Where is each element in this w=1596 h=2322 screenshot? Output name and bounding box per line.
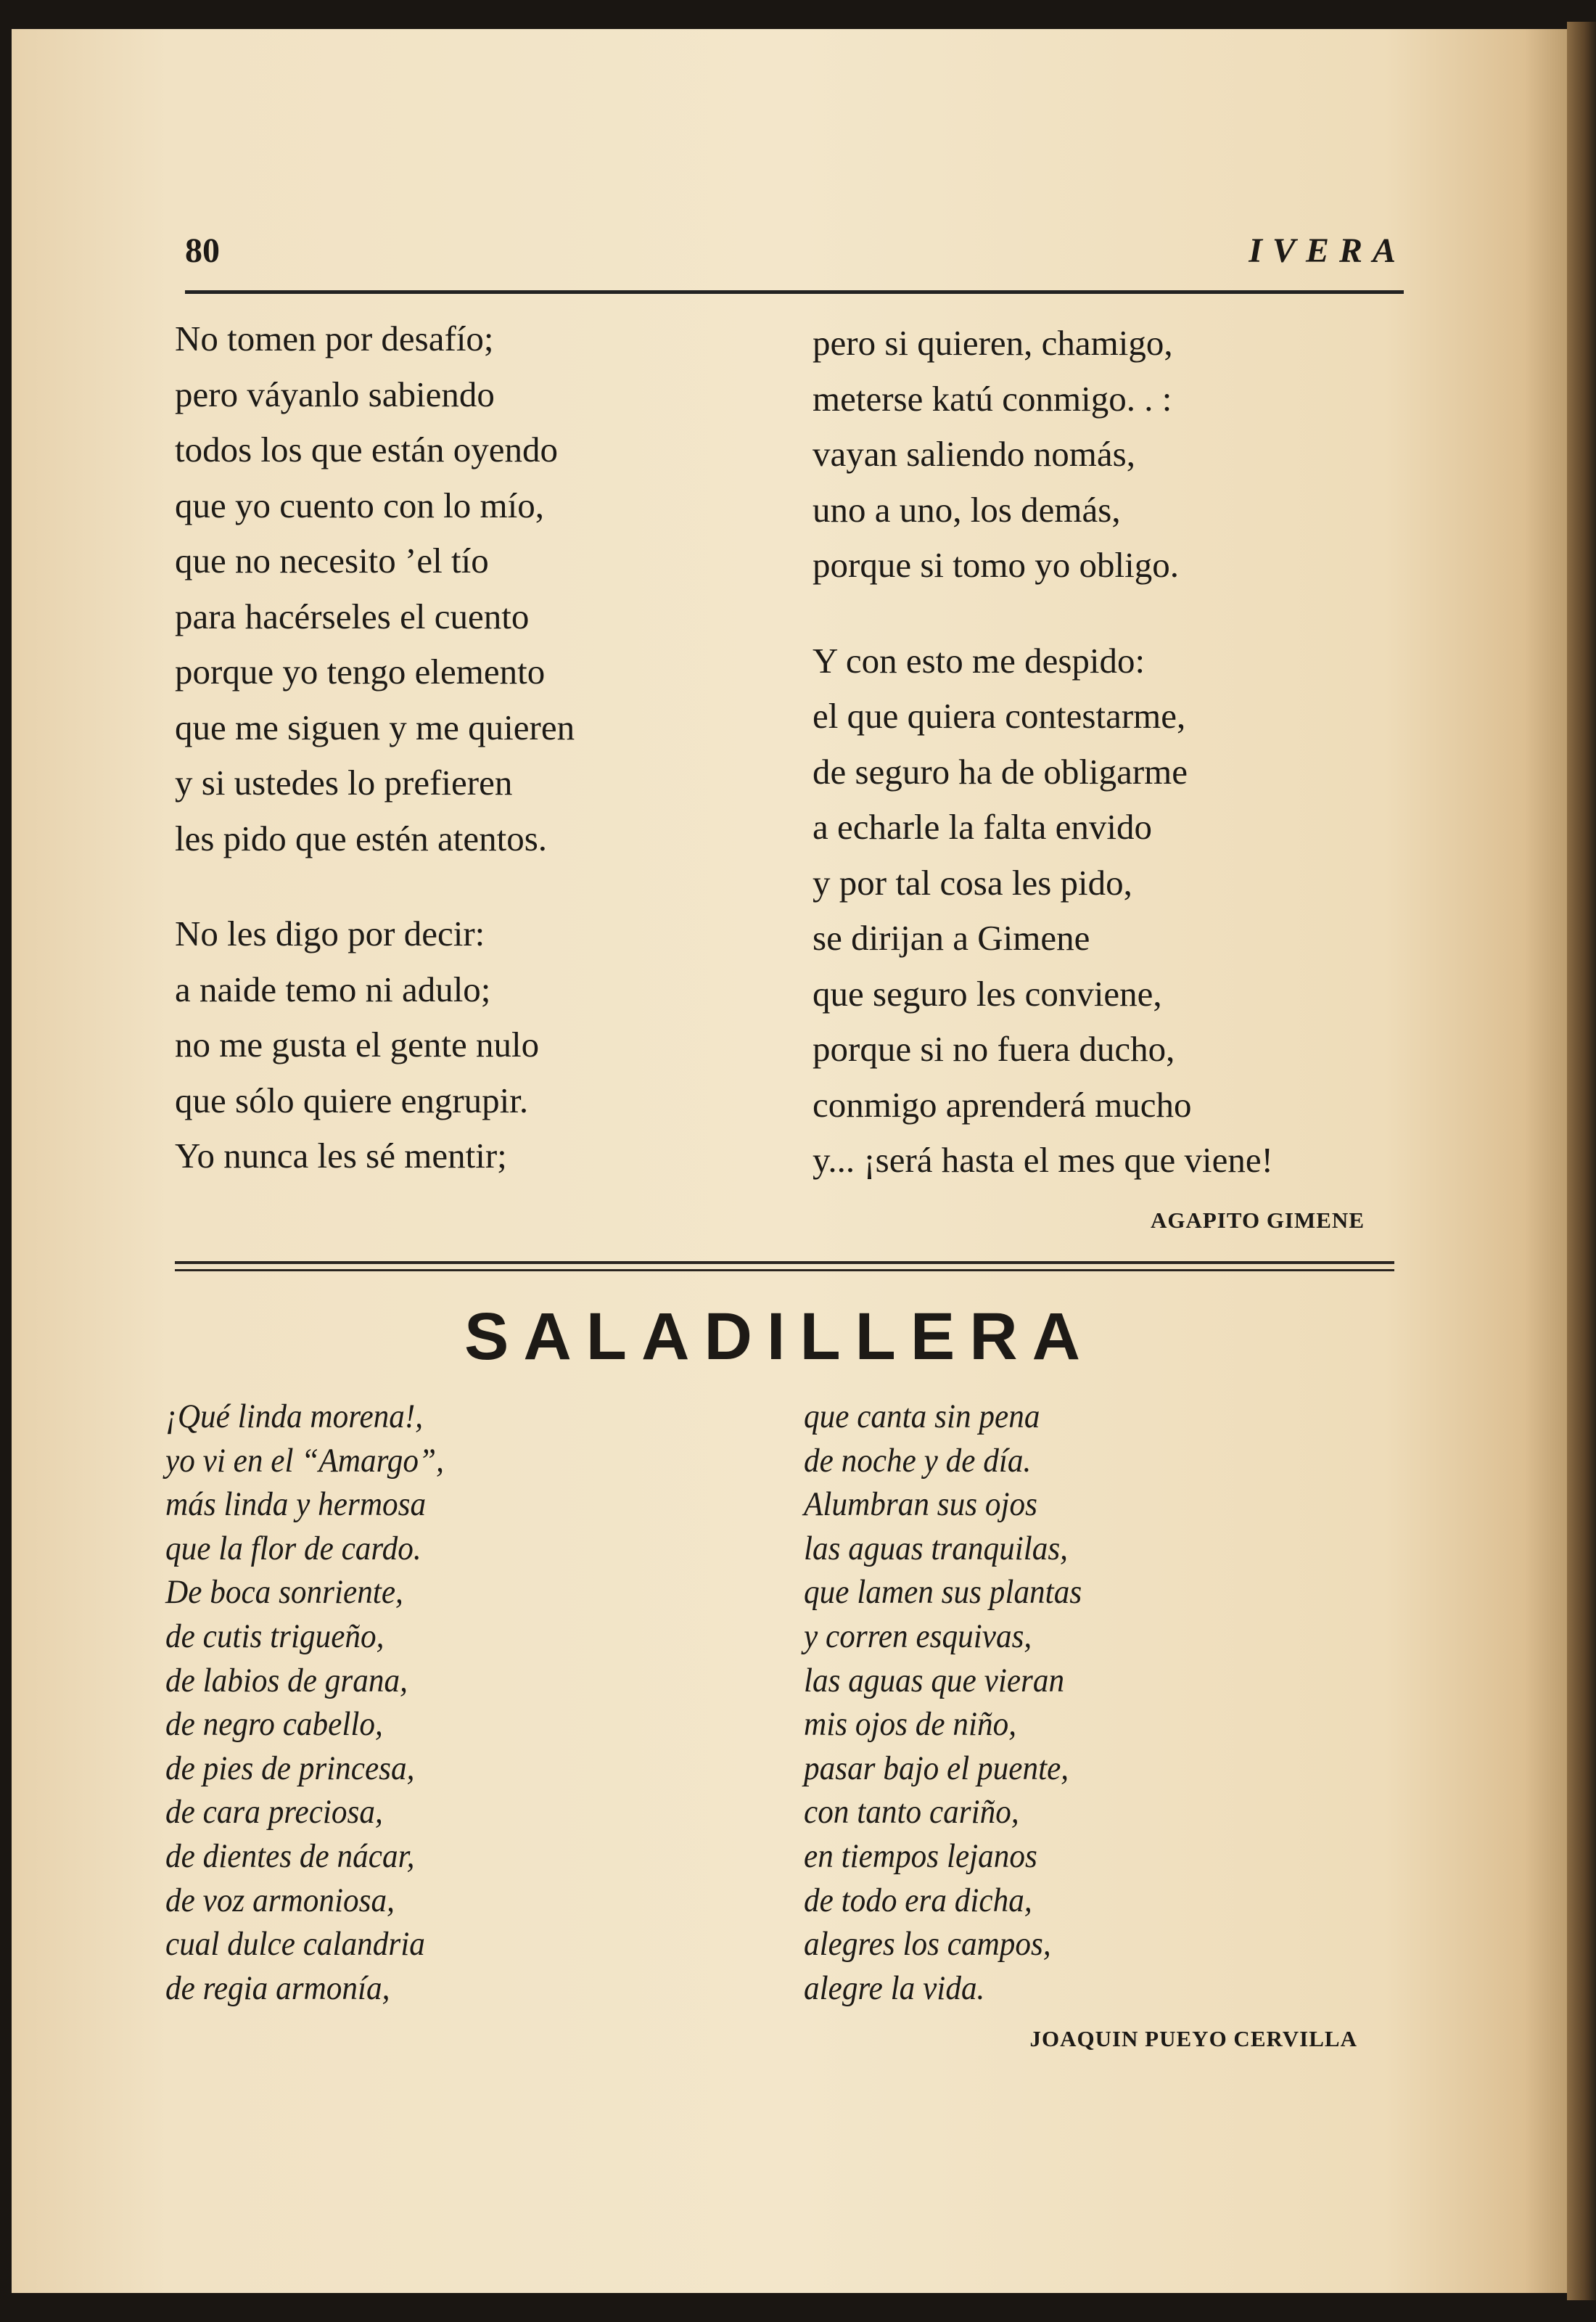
verse-line: uno a uno, los demás,	[813, 489, 1121, 530]
verse-line: de regia armonía,	[165, 1969, 390, 2007]
verse-line: de cutis trigueño,	[165, 1617, 384, 1655]
verse-line: vayan saliendo nomás,	[813, 434, 1135, 474]
verse-line: se dirijan a Gimene	[813, 918, 1090, 958]
verse-line: en tiempos lejanos	[804, 1837, 1037, 1875]
section-double-rule	[175, 1261, 1394, 1271]
verse-line: les pido que estén atentos.	[175, 818, 548, 858]
verse-line: pero si quieren, chamigo,	[813, 323, 1173, 363]
verse-line: Y con esto me despido:	[813, 640, 1145, 681]
verse-line: las aguas que vieran	[804, 1661, 1065, 1699]
verse-line: a naide temo ni adulo;	[175, 969, 491, 1009]
verse-line: a echarle la falta envido	[813, 807, 1152, 847]
verse-line: de cara preciosa,	[165, 1793, 383, 1831]
verse-line: de pies de princesa,	[165, 1749, 415, 1787]
page-number: 80	[185, 231, 220, 270]
poem2-title: SALADILLERA	[464, 1300, 1095, 1374]
verse-line: de seguro ha de obligarme	[813, 751, 1188, 792]
stanza	[175, 906, 575, 1184]
verse-line: De boca sonriente,	[165, 1573, 403, 1612]
verse-line: para hacérseles el cuento	[175, 596, 530, 636]
verse-line: de todo era dicha,	[804, 1881, 1032, 1919]
header-rule	[185, 290, 1404, 294]
verse-line: el que quiera contestarme,	[813, 696, 1186, 736]
verse-line: porque yo tengo elemento	[175, 652, 546, 692]
verse-line: que la flor de cardo.	[165, 1529, 421, 1567]
poem1-left-column	[175, 311, 575, 1184]
verse-line: porque si no fuera ducho,	[813, 1029, 1175, 1069]
poem2-author: JOAQUIN PUEYO CERVILLA	[1029, 2026, 1357, 2051]
verse-line: y corren esquivas,	[804, 1617, 1032, 1655]
verse-line: cual dulce calandria	[165, 1925, 425, 1964]
poem1-right-column	[813, 316, 1273, 1189]
verse-line: pero váyanlo sabiendo	[175, 374, 495, 414]
verse-line: que no necesito ’el tío	[175, 541, 489, 580]
magazine-title: IVERA	[1249, 231, 1406, 270]
book-spine	[1567, 22, 1596, 2300]
verse-line: Yo nunca les sé mentir;	[175, 1136, 507, 1176]
verse-line: mis ojos de niño,	[804, 1705, 1017, 1744]
verse-line: Alumbran sus ojos	[804, 1485, 1037, 1524]
verse-line: que canta sin pena	[804, 1398, 1040, 1435]
verse-line: pasar bajo el puente,	[804, 1749, 1069, 1787]
verse-line: y si ustedes lo prefieren	[175, 763, 513, 803]
verse-line: más linda y hermosa	[165, 1485, 427, 1524]
verse-line: que seguro les conviene,	[813, 973, 1162, 1014]
verse-line: y... ¡será hasta el mes que viene!	[813, 1140, 1273, 1180]
verse-line: que yo cuento con lo mío,	[175, 485, 544, 525]
verse-line: alegre la vida.	[804, 1969, 985, 2007]
verse-line: de voz armoniosa,	[165, 1881, 395, 1919]
poem2-left-column	[165, 1395, 444, 2010]
verse-line: de negro cabello,	[165, 1705, 383, 1744]
verse-line: yo vi en el “Amargo”,	[165, 1441, 444, 1480]
verse-line: y por tal cosa les pido,	[813, 862, 1132, 903]
verse-line: alegres los campos,	[804, 1925, 1051, 1964]
verse-line: con tanto cariño,	[804, 1793, 1019, 1831]
verse-line: meterse katú conmigo. . :	[813, 378, 1172, 419]
verse-line: todos los que están oyendo	[175, 430, 559, 469]
verse-line: que lamen sus plantas	[804, 1573, 1082, 1612]
verse-line: No tomen por desafío;	[175, 319, 494, 358]
verse-line: de labios de grana,	[165, 1661, 408, 1699]
verse-line: porque si tomo yo obligo.	[813, 545, 1179, 585]
verse-line: de dientes de nácar,	[165, 1837, 415, 1875]
verse-line: de noche y de día.	[804, 1441, 1032, 1480]
verse-line: No les digo por decir:	[175, 914, 485, 953]
stanza	[813, 633, 1273, 1189]
stanza	[813, 316, 1273, 594]
verse-line: que me siguen y me quieren	[175, 707, 575, 747]
poem2-right-column	[804, 1395, 1082, 2010]
poem1-author: AGAPITO GIMENE	[1150, 1207, 1365, 1233]
verse-line: ¡Qué linda morena!,	[165, 1398, 424, 1435]
stanza	[175, 311, 575, 866]
verse-line: conmigo aprenderá mucho	[813, 1084, 1192, 1125]
verse-line: las aguas tranquilas,	[804, 1529, 1069, 1567]
verse-line: no me gusta el gente nulo	[175, 1025, 540, 1064]
verse-line: que sólo quiere engrupir.	[175, 1080, 529, 1120]
